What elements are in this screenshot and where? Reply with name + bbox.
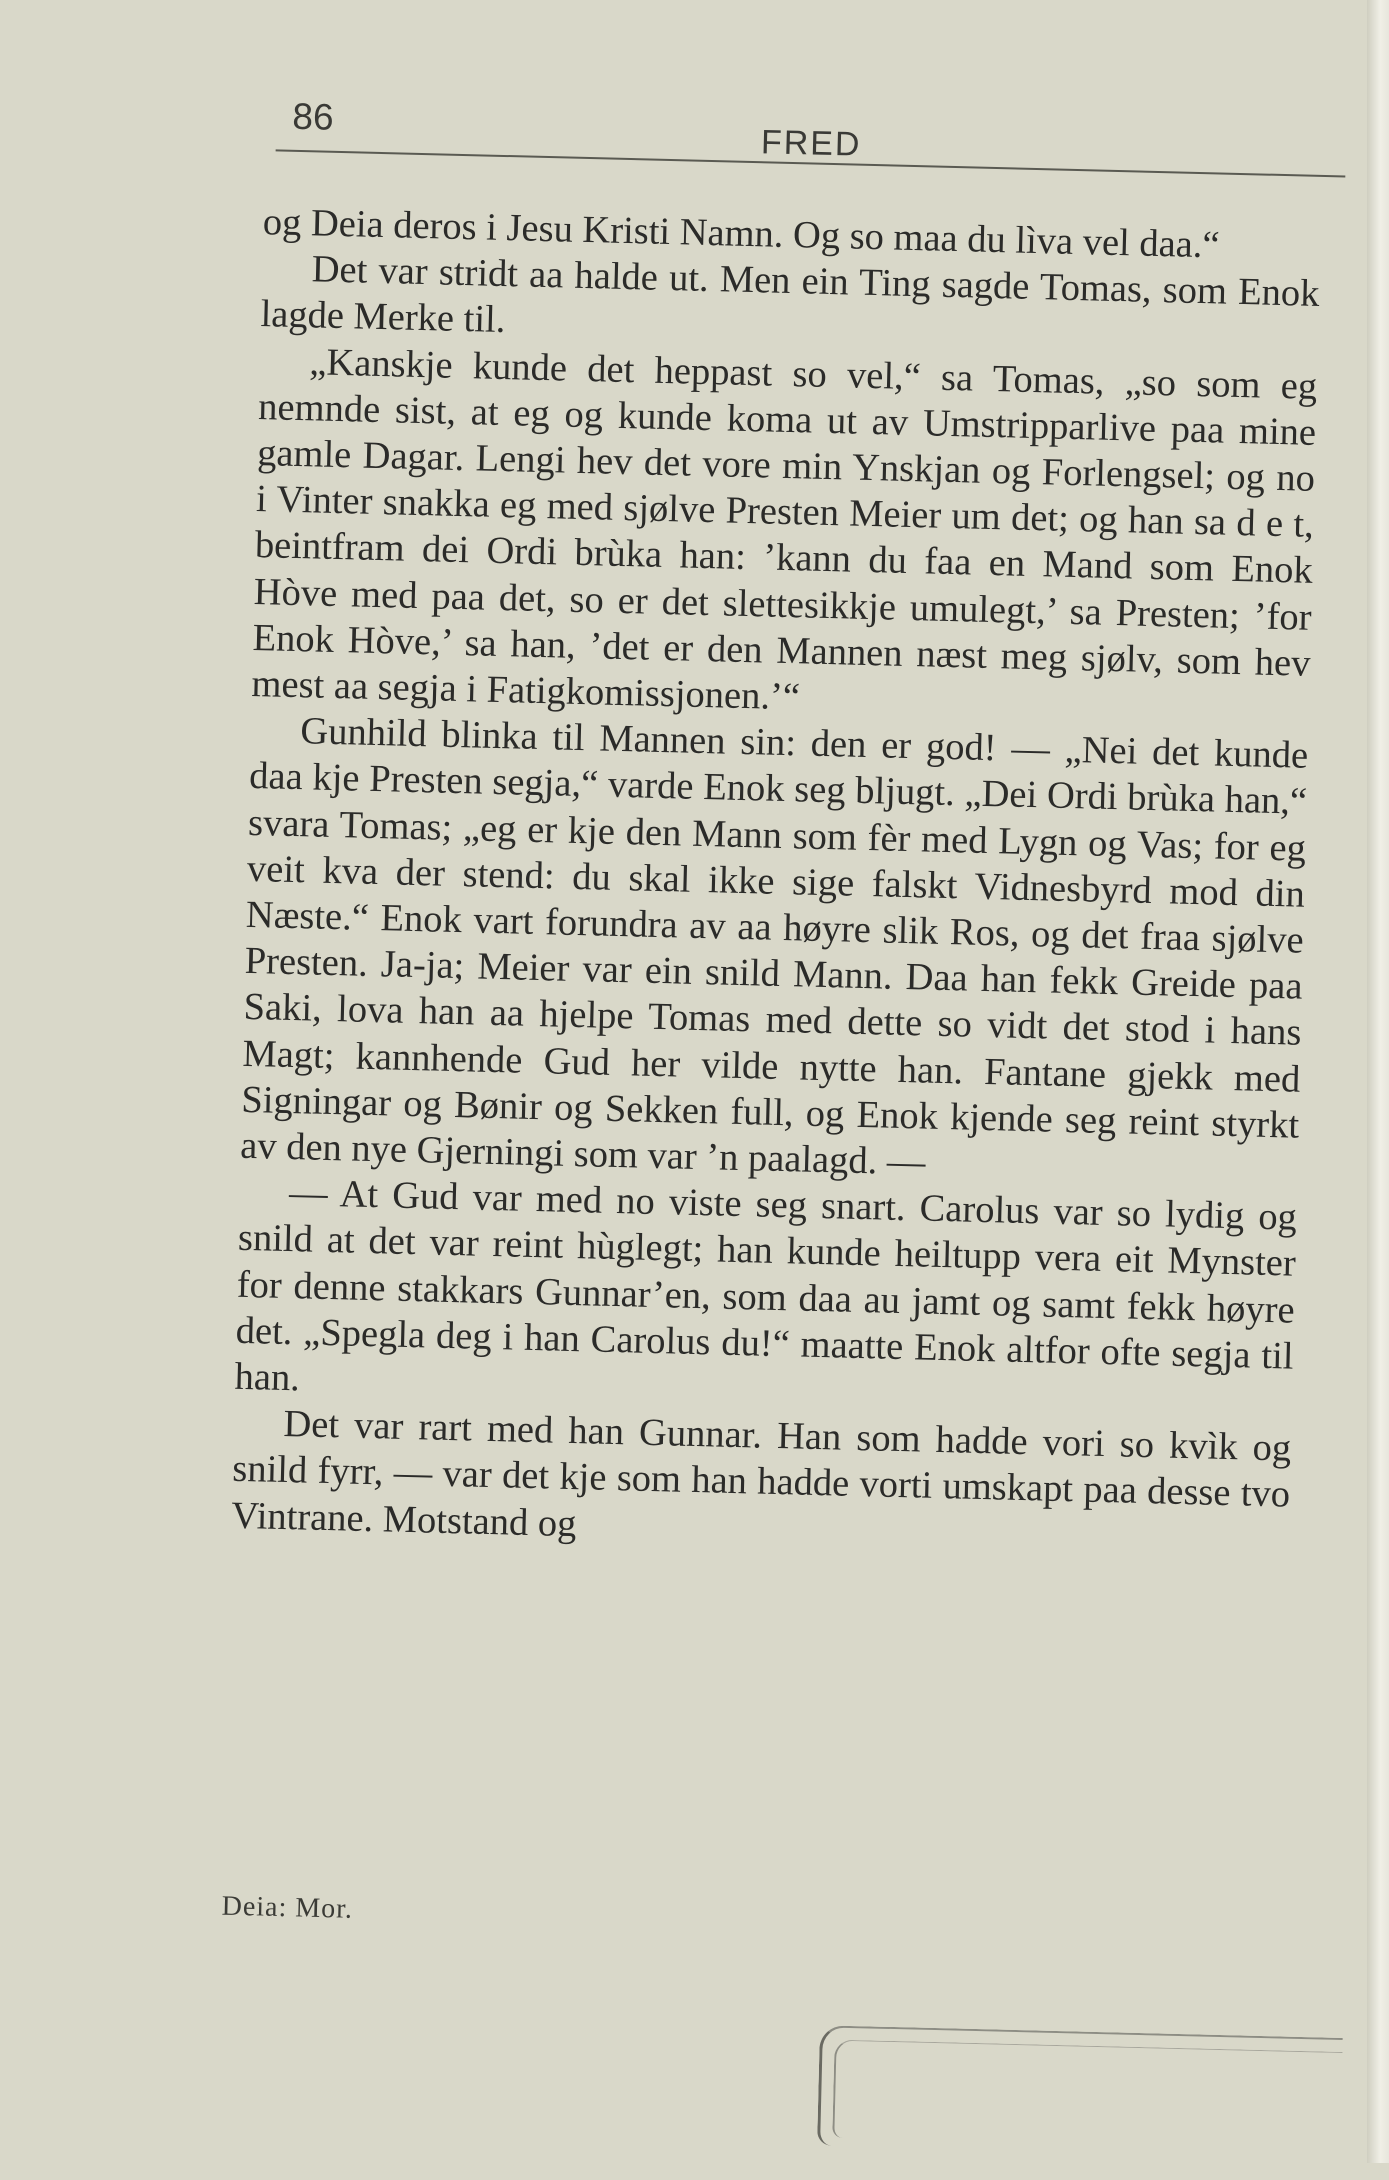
page-header [276, 87, 1357, 173]
paragraph-2: Det var stridt aa halde ut. Men ein Ting sagde Tomas, som Enok lagde Merke til. [260, 248, 1320, 342]
footnote: Deia: Mor. [221, 1890, 354, 1925]
paragraph-3: „Kanskje kunde det heppast so vel,“ sa Tomas, „so som eg nemnde sist, at eg og kunde koma ut av Umstripparlive paa mine gamle Dagar. Lengi hev det vore min Ynskjan og Forlengsel; og no i Vinter snakka eg med sjølve Presten Meier um det; og han sa d e t, beintfram dei Ordi brùka han: ’kann du faa en Mand som Enok Hòve med paa det, so er det slettesikkje umulegt,’ sa Presten; ’for Enok Hòve,’ sa han, ’det er den Mannen næst meg sjølv, som hev mest aa segja i Fatigkomissjonen.’“ [251, 340, 1318, 719]
paragraph-5: — At Gud var med no viste seg snart. Carolus var so lydig og snild at det var reint hùglegt; han kunde heiltupp vera eit Mynster for denne stakkars Gunnar’en, som daa au jamt og samt fekk høyre det. „Spegla deg i han Carolus du!“ maatte Enok altfor ofte segja til han. [234, 1172, 1298, 1400]
paragraph-4: Gunhild blinka til Mannen sin: den er god! — „Nei det kunde daa kje Presten segja,“ varde Enok seg bljugt. „Dei Ordi brùka han,“ svara Tomas; „eg er kje den Mann som fèr med Lygn og Vas; for eg veit kva der stend: du skal ikke sige falskt Vidnesbyrd mod din Næste.“ Enok vart forundra av aa høyre slik Ros, og det fraa sjølve Presten. Ja-ja; Meier var ein snild Mann. Daa han fekk Greide paa Saki, lova han aa hjelpe Tomas med dette so vidt det stod i hans Magt; kannhende Gud her vilde nytte han. Fantane gjekk med Signingar og Bønir og Sekken full, og Enok kjende seg reint styrkt av den nye Gjerningi som var ’n paalagd. — [239, 710, 1309, 1184]
body-text [231, 199, 1321, 1564]
running-head: FRED [760, 123, 862, 164]
library-stamp [817, 2025, 1343, 2158]
page-number: 86 [291, 95, 335, 138]
paragraph-6: Det var rart med han Gunnar. Han som hadde vori so kvìk og snild fyrr, — var det kje som han hadde vorti umskapt paa desse tvo Vintrane. Motstand og [230, 1403, 1292, 1545]
paragraph-1: og Deia deros i Jesu Kristi Namn. Og so maa du lìva vel daa.“ [262, 201, 1221, 267]
library-stamp-inner [832, 2040, 1342, 2150]
